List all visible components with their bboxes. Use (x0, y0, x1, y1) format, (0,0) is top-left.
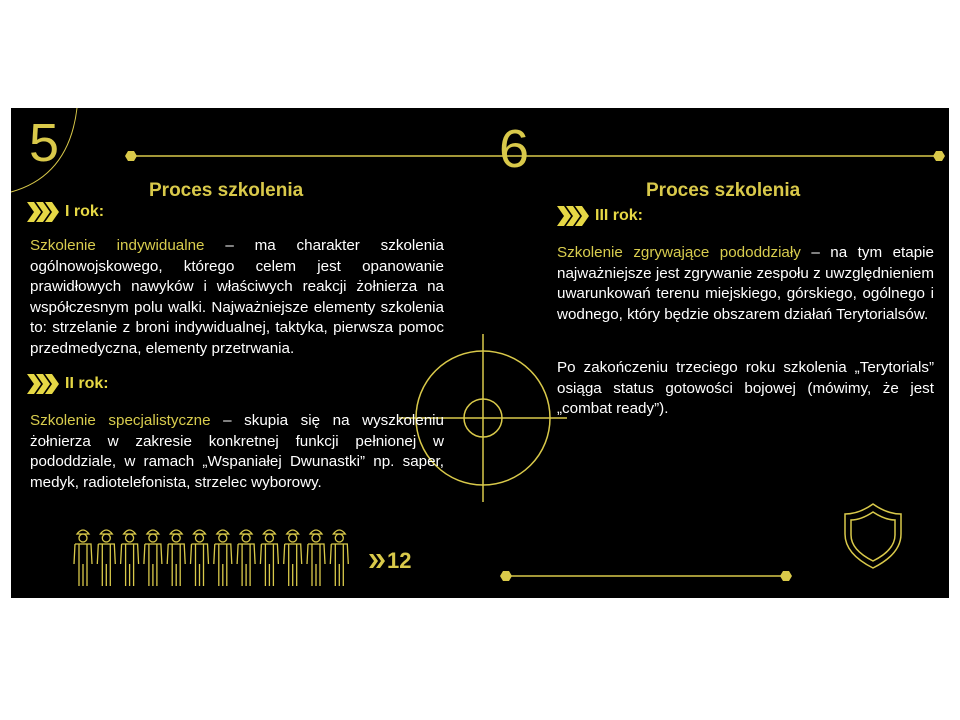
heading-year-3 (557, 206, 643, 226)
soldier-icon (307, 530, 325, 586)
soldier-icon (121, 530, 139, 586)
paragraph-year-2 (30, 411, 444, 493)
heading-year-3-label: III rok: (595, 207, 644, 224)
soldier-group (74, 530, 348, 586)
heading-year-1 (27, 202, 104, 222)
paragraph-combat-ready: Po zakończeniu trzeciego roku szkolenia „Terytorials” osiąga status gotowości bojowej (mówimy, że jest „combat ready”). (557, 359, 934, 417)
soldier-icon (191, 530, 209, 586)
page-number-left: 5 (29, 113, 60, 173)
highlight-year-1: Szkolenie indywidualne (30, 237, 205, 254)
counter-badge (369, 548, 411, 574)
bottom-line-end-right (780, 571, 792, 581)
page-number-right: 6 (499, 119, 530, 179)
text-year-3: – na tym etapie najważniejsze jest zgrywanie zespołu z uwzględnieniem uwarunkowań terenu miejskiego, górskiego, ogólnego i wodnego, który będzie obszarem działań Terytorialsów. (557, 244, 934, 323)
line-end-right (933, 151, 945, 161)
text-year-2: – skupia się na wyszkoleniu żołnierza w zakresie konkretnej funkcji pełnionej w pododdziale, w ramach „Wspaniałej Dwunastki” np. saper, medyk, radiotelefonista, strzelec wyborowy. (30, 412, 444, 491)
chevrons-icon (27, 374, 59, 394)
soldier-icon (260, 530, 278, 586)
soldier-icon (167, 530, 185, 586)
double-chevron-icon (369, 548, 385, 574)
highlight-year-2: Szkolenie specjalistyczne (30, 412, 211, 429)
heading-year-2-label: II rok: (65, 375, 109, 392)
highlight-year-3: Szkolenie zgrywające pododdziały (557, 244, 801, 261)
left-title: Proces szkolenia (149, 180, 304, 201)
line-end-left (125, 151, 137, 161)
chevrons-icon (557, 206, 589, 226)
soldier-icon (74, 530, 92, 586)
right-title: Proces szkolenia (646, 180, 801, 201)
soldier-icon (284, 530, 302, 586)
soldier-icon (330, 530, 348, 586)
slide (11, 108, 949, 598)
soldier-icon (237, 530, 255, 586)
soldier-icon (144, 530, 162, 586)
text-year-1: – ma charakter szkolenia ogólnowojskowego, którego celem jest opanowanie prawidłowych nawyków i właściwych reakcji żołnierza na współczesnym polu walki. Najważniejsze elementy szkolenia to: strzelanie z broni indywidualnej, taktyka, pierwsza pomoc przedmedyczna, elementy przetrwania. (30, 237, 444, 357)
bottom-line-end-left (500, 571, 512, 581)
shield-icon (845, 504, 901, 568)
soldier-icon (214, 530, 232, 586)
heading-year-2 (27, 374, 109, 394)
heading-year-1-label: I rok: (65, 203, 105, 220)
chevrons-icon (27, 202, 59, 222)
paragraph-year-3 (557, 243, 934, 325)
counter-value: 12 (387, 548, 412, 573)
paragraph-year-1 (30, 236, 444, 359)
soldier-icon (97, 530, 115, 586)
